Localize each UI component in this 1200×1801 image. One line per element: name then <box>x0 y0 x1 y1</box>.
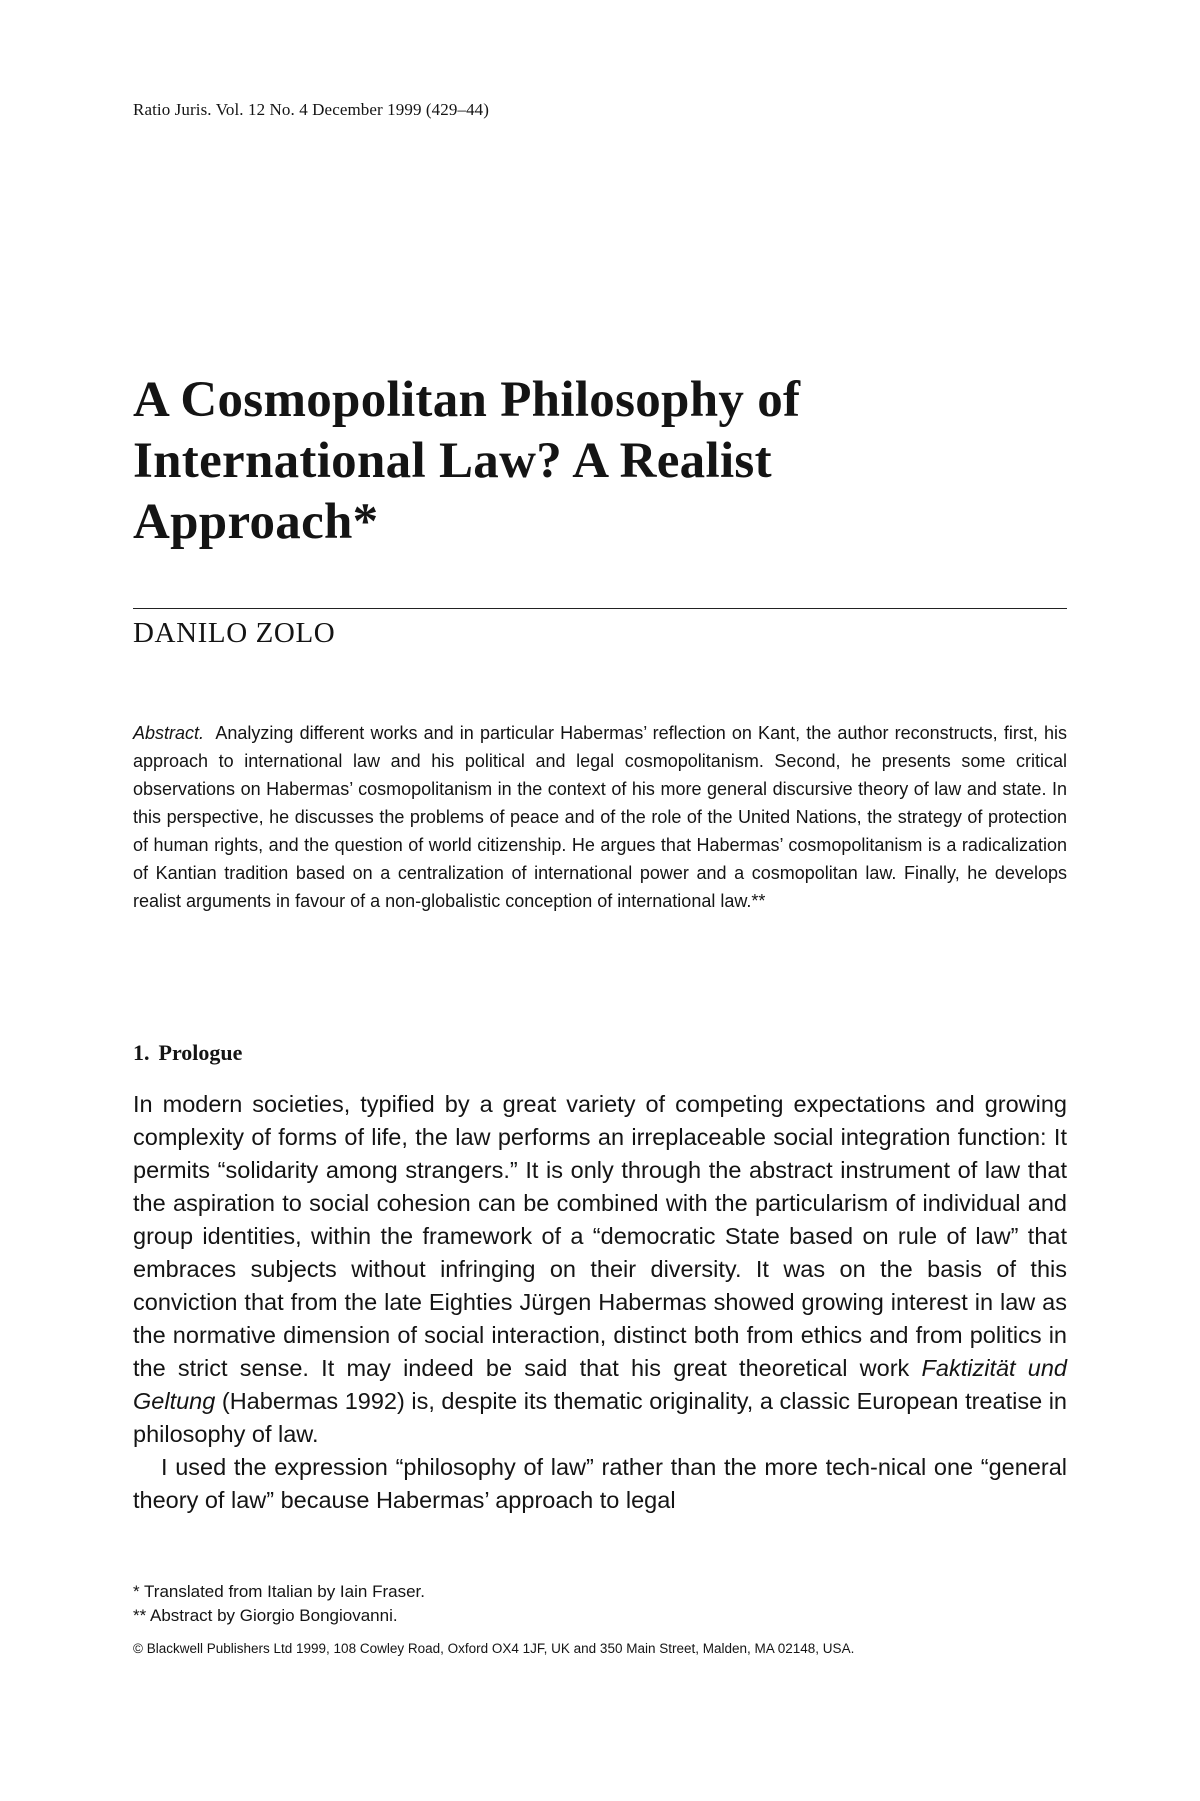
author-name: DANILO ZOLO <box>133 617 336 649</box>
book-title-italic: Faktizität und Geltung <box>133 1355 1068 1414</box>
section-heading <box>133 1040 242 1066</box>
abstract-label: Abstract. <box>133 723 205 743</box>
footnote-2: ** Abstract by Giorgio Bongiovanni. <box>133 1606 398 1625</box>
article-title-line-3: Approach* <box>133 494 379 550</box>
article-title <box>133 370 1073 553</box>
section-title: Prologue <box>158 1040 243 1065</box>
abstract <box>133 719 1067 915</box>
paragraph-1 <box>133 1088 1067 1451</box>
paragraph-1-text-b: (Habermas 1992) is, despite its thematic originality, a classic European treatise in philosophy of law. <box>133 1388 1067 1447</box>
article-title-line-1: A Cosmopolitan Philosophy of <box>133 372 801 428</box>
section-number: 1. <box>133 1040 150 1065</box>
body-text <box>133 1088 1067 1517</box>
footnote-1: * Translated from Italian by Iain Fraser. <box>133 1582 425 1601</box>
article-title-line-2: International Law? A Realist <box>133 433 772 489</box>
footnotes <box>133 1580 425 1628</box>
copyright-notice: © Blackwell Publishers Ltd 1999, 108 Cowley Road, Oxford OX4 1JF, UK and 350 Main Street, Malden, MA 02148, USA. <box>133 1641 855 1656</box>
paragraph-2: I used the expression “philosophy of law” rather than the more tech-nical one “general theory of law” because Habermas’ approach to legal <box>133 1454 1067 1513</box>
paragraph-1-text-a: In modern societies, typified by a great variety of competing expectations and growing complexity of forms of life, the law performs an irreplaceable social integration function: It permits “solidarity among strangers.” It is only through the abstract instrument of law that the aspiration to social cohesion can be combined with the particularism of individual and group identities, within the framework of a “democratic State based on rule of law” that embraces subjects without infringing on their diversity. It was on the basis of this conviction that from the late Eighties Jürgen Habermas showed growing interest in law as the normative dimension of social interaction, distinct both from ethics and from politics in the strict sense. It may indeed be said that his great theoretical work <box>133 1091 1067 1381</box>
abstract-text: Analyzing different works and in particular Habermas’ reflection on Kant, the author reconstructs, first, his approach to international law and his political and legal cosmopolitanism. Second, he presents some critical observations on Habermas’ cosmopolitanism in the context of his more general discursive theory of law and state. In this perspective, he discusses the problems of peace and of the role of the United Nations, the strategy of protection of human rights, and the question of world citizenship. He argues that Habermas’ cosmopolitanism is a radicalization of Kantian tradition based on a centralization of international power and a cosmopolitan law. Finally, he develops realist arguments in favour of a non-globalistic conception of international law.** <box>133 723 1067 911</box>
journal-citation: Ratio Juris. Vol. 12 No. 4 December 1999 (429–44) <box>133 100 490 119</box>
title-divider <box>133 608 1067 609</box>
